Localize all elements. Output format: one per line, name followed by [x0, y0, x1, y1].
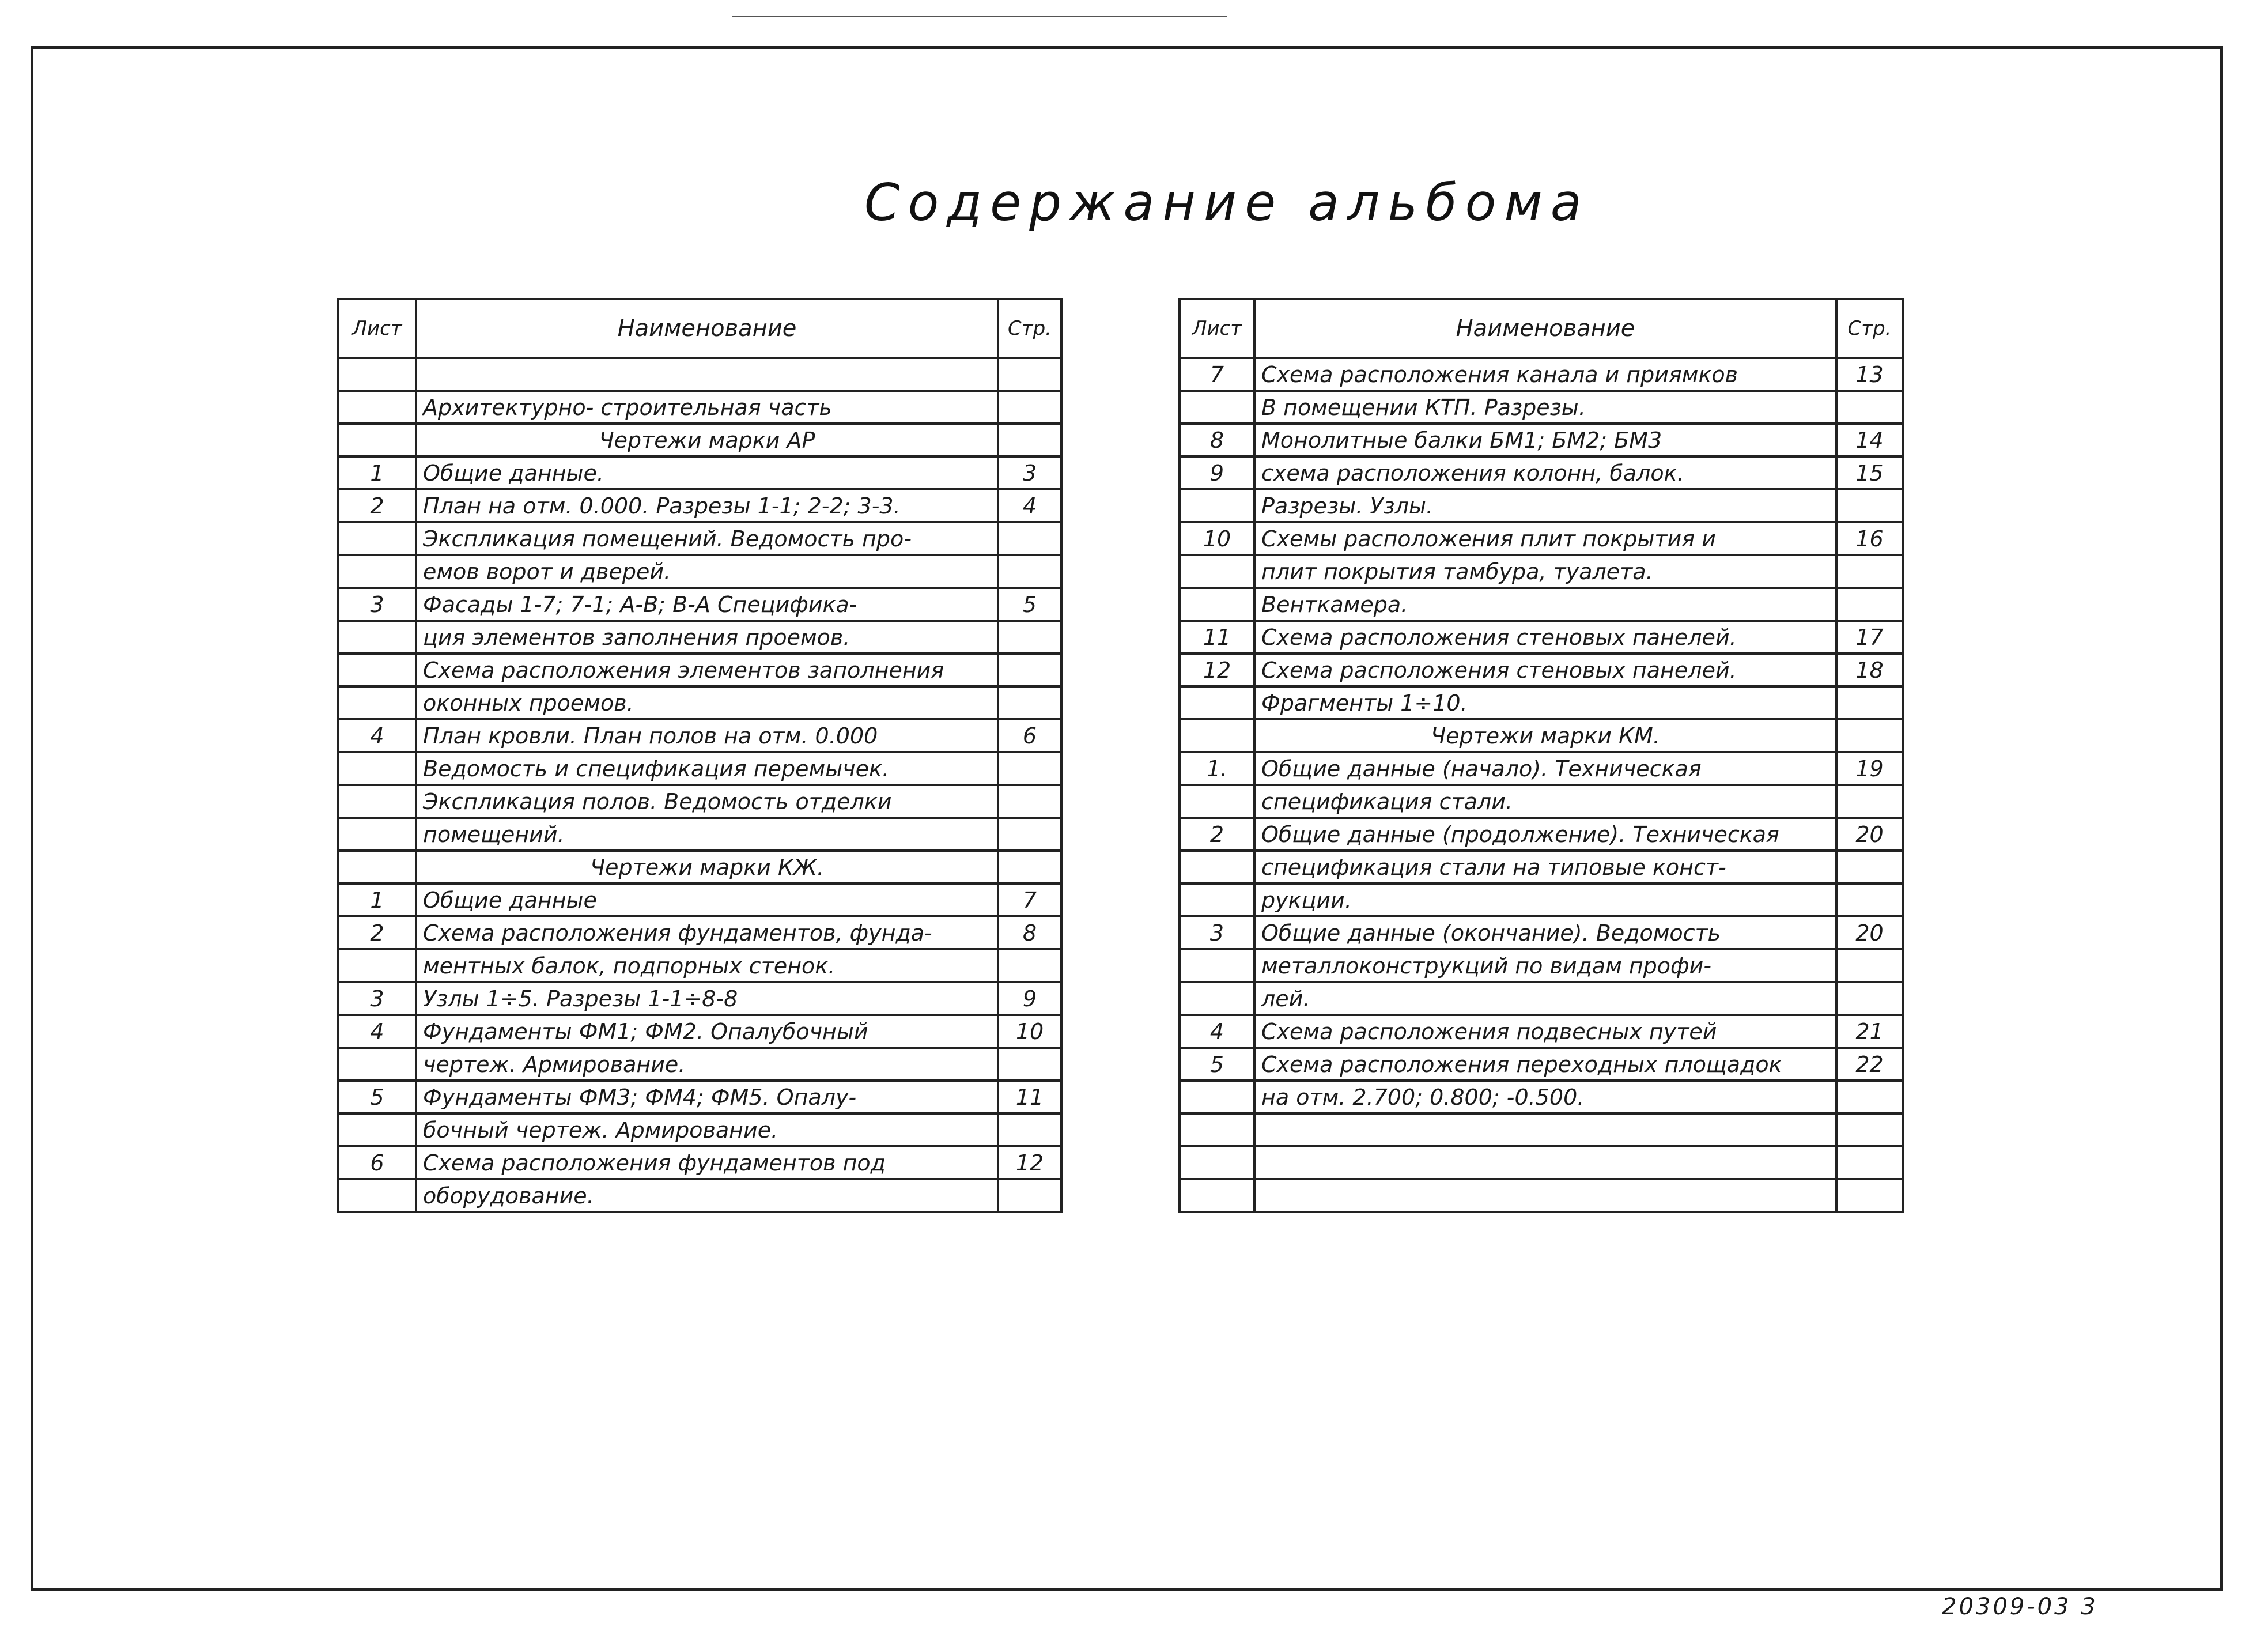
cell-sheet-number: 8: [1180, 424, 1254, 456]
table-row: [338, 686, 1061, 719]
cell-name: Ведомость и спецификация перемычек.: [416, 752, 998, 785]
cell-name: спецификация стали.: [1254, 785, 1836, 818]
cell-sheet-number: [1180, 555, 1254, 588]
cell-page-number: 22: [1836, 1048, 1903, 1081]
cell-name: Экспликация полов. Ведомость отделки: [416, 785, 998, 818]
cell-page-number: [1836, 1179, 1903, 1212]
cell-name: [1254, 1179, 1836, 1212]
table-row: [1180, 391, 1903, 424]
cell-name: План на отм. 0.000. Разрезы 1-1; 2-2; 3-3.: [416, 489, 998, 522]
cell-page-number: 7: [998, 883, 1061, 916]
cell-name: [1254, 1113, 1836, 1146]
table-row: [1180, 949, 1903, 982]
table-row: [1180, 555, 1903, 588]
cell-page-number: [1836, 1146, 1903, 1179]
cell-page-number: 19: [1836, 752, 1903, 785]
table-row: [338, 588, 1061, 621]
cell-name: рукции.: [1254, 883, 1836, 916]
cell-sheet-number: 7: [1180, 358, 1254, 391]
cell-page-number: [998, 752, 1061, 785]
cell-page-number: [1836, 1081, 1903, 1113]
cell-sheet-number: 1: [338, 883, 416, 916]
cell-page-number: [998, 1048, 1061, 1081]
table-header-row: [1180, 299, 1903, 358]
cell-name: Схемы расположения плит покрытия и: [1254, 522, 1836, 555]
cell-name: Чертежи марки КМ.: [1254, 719, 1836, 752]
cell-name: на отм. 2.700; 0.800; -0.500.: [1254, 1081, 1836, 1113]
cell-name: чертеж. Армирование.: [416, 1048, 998, 1081]
cell-page-number: [1836, 949, 1903, 982]
cell-sheet-number: [338, 621, 416, 654]
cell-sheet-number: 2: [338, 916, 416, 949]
table-row: [1180, 654, 1903, 686]
cell-sheet-number: [1180, 588, 1254, 621]
table-row: [1180, 456, 1903, 489]
cell-name: Общие данные (начало). Техническая: [1254, 752, 1836, 785]
cell-page-number: [998, 654, 1061, 686]
cell-sheet-number: [338, 654, 416, 686]
cell-name: Венткамера.: [1254, 588, 1836, 621]
cell-sheet-number: [338, 1113, 416, 1146]
header-page: Стр.: [998, 299, 1061, 358]
contents-table-left: [337, 298, 1063, 1213]
document-number-stamp: 20309-03 3: [1942, 1594, 2098, 1620]
cell-name: Схема расположения стеновых панелей.: [1254, 654, 1836, 686]
cell-page-number: [998, 621, 1061, 654]
cell-name: Чертежи марки АР: [416, 424, 998, 456]
cell-sheet-number: [1180, 982, 1254, 1015]
table-row: [338, 818, 1061, 851]
table-row: [338, 1179, 1061, 1212]
cell-page-number: [1836, 489, 1903, 522]
cell-page-number: [998, 686, 1061, 719]
cell-name: ция элементов заполнения проемов.: [416, 621, 998, 654]
cell-page-number: [1836, 883, 1903, 916]
cell-sheet-number: 4: [1180, 1015, 1254, 1048]
cell-sheet-number: [1180, 489, 1254, 522]
table-row: [338, 391, 1061, 424]
cell-page-number: [1836, 555, 1903, 588]
cell-page-number: 15: [1836, 456, 1903, 489]
table-row: [1180, 752, 1903, 785]
cell-page-number: 16: [1836, 522, 1903, 555]
cell-sheet-number: 4: [338, 719, 416, 752]
cell-sheet-number: [1180, 851, 1254, 883]
table-row: [338, 489, 1061, 522]
cell-page-number: [1836, 686, 1903, 719]
cell-page-number: [1836, 719, 1903, 752]
table-row: [1180, 424, 1903, 456]
cell-page-number: [998, 1179, 1061, 1212]
table-row: [338, 982, 1061, 1015]
cell-page-number: 18: [1836, 654, 1903, 686]
cell-page-number: 14: [1836, 424, 1903, 456]
table-row: [338, 654, 1061, 686]
cell-sheet-number: [338, 949, 416, 982]
cell-sheet-number: [338, 424, 416, 456]
cell-name: Общие данные.: [416, 456, 998, 489]
table-row: [1180, 818, 1903, 851]
table-row: [1180, 1081, 1903, 1113]
table-row: [338, 1146, 1061, 1179]
cell-name: Узлы 1÷5. Разрезы 1-1÷8-8: [416, 982, 998, 1015]
cell-name: Экспликация помещений. Ведомость про-: [416, 522, 998, 555]
cell-sheet-number: [338, 818, 416, 851]
cell-sheet-number: [338, 522, 416, 555]
cell-page-number: [998, 851, 1061, 883]
table-row: [1180, 621, 1903, 654]
table-row: [1180, 358, 1903, 391]
table-row: [1180, 1113, 1903, 1146]
cell-page-number: 13: [1836, 358, 1903, 391]
cell-name: плит покрытия тамбура, туалета.: [1254, 555, 1836, 588]
cell-page-number: [998, 818, 1061, 851]
table-row: [1180, 851, 1903, 883]
cell-page-number: 9: [998, 982, 1061, 1015]
cell-name: схема расположения колонн, балок.: [1254, 456, 1836, 489]
cell-page-number: [1836, 1113, 1903, 1146]
table-row: [338, 916, 1061, 949]
cell-page-number: 21: [1836, 1015, 1903, 1048]
table-row: [338, 555, 1061, 588]
cell-name: металлоконструкций по видам профи-: [1254, 949, 1836, 982]
cell-sheet-number: [338, 391, 416, 424]
table-row: [338, 456, 1061, 489]
cell-sheet-number: 1.: [1180, 752, 1254, 785]
cell-name: лей.: [1254, 982, 1836, 1015]
cell-sheet-number: [1180, 1113, 1254, 1146]
table-row: [338, 1081, 1061, 1113]
cell-page-number: [1836, 982, 1903, 1015]
cell-sheet-number: 2: [338, 489, 416, 522]
cell-page-number: [1836, 851, 1903, 883]
cell-name: спецификация стали на типовые конст-: [1254, 851, 1836, 883]
cell-name: [1254, 1146, 1836, 1179]
cell-name: Схема расположения элементов заполнения: [416, 654, 998, 686]
cell-name: Архитектурно- строительная часть: [416, 391, 998, 424]
table-row: [1180, 982, 1903, 1015]
table-row: [1180, 489, 1903, 522]
cell-sheet-number: 10: [1180, 522, 1254, 555]
cell-sheet-number: [1180, 686, 1254, 719]
cell-page-number: [998, 522, 1061, 555]
cell-page-number: 4: [998, 489, 1061, 522]
table-row: [338, 621, 1061, 654]
cell-sheet-number: [338, 555, 416, 588]
table-row: [1180, 522, 1903, 555]
cell-page-number: [998, 391, 1061, 424]
cell-name: Схема расположения переходных площадок: [1254, 1048, 1836, 1081]
table-row: [338, 752, 1061, 785]
cell-name: Монолитные балки БМ1; БМ2; БМ3: [1254, 424, 1836, 456]
cell-page-number: [998, 555, 1061, 588]
cell-sheet-number: 9: [1180, 456, 1254, 489]
cell-page-number: [1836, 785, 1903, 818]
cell-name: ментных балок, подпорных стенок.: [416, 949, 998, 982]
cell-sheet-number: [1180, 785, 1254, 818]
cell-sheet-number: 3: [338, 982, 416, 1015]
table-row: [338, 851, 1061, 883]
cell-name: Фундаменты ФМ3; ФМ4; ФМ5. Опалу-: [416, 1081, 998, 1113]
header-name: Наименование: [1254, 299, 1836, 358]
cell-sheet-number: [338, 1179, 416, 1212]
cell-page-number: 11: [998, 1081, 1061, 1113]
cell-sheet-number: 2: [1180, 818, 1254, 851]
cell-name: Общие данные (окончание). Ведомость: [1254, 916, 1836, 949]
cell-name: оборудование.: [416, 1179, 998, 1212]
cell-page-number: 20: [1836, 916, 1903, 949]
cell-page-number: [998, 1113, 1061, 1146]
cell-sheet-number: [1180, 391, 1254, 424]
table-row: [338, 1113, 1061, 1146]
cell-page-number: [1836, 391, 1903, 424]
cell-sheet-number: 6: [338, 1146, 416, 1179]
table-row: [338, 949, 1061, 982]
cell-page-number: 8: [998, 916, 1061, 949]
table-row: [338, 785, 1061, 818]
cell-page-number: [998, 785, 1061, 818]
cell-name: Фрагменты 1÷10.: [1254, 686, 1836, 719]
table-row: [338, 522, 1061, 555]
cell-name: План кровли. План полов на отм. 0.000: [416, 719, 998, 752]
table-row: [338, 358, 1061, 391]
cell-sheet-number: [1180, 1146, 1254, 1179]
cell-sheet-number: 3: [1180, 916, 1254, 949]
cell-name: Разрезы. Узлы.: [1254, 489, 1836, 522]
table-row: [338, 1048, 1061, 1081]
cell-name: Схема расположения канала и приямков: [1254, 358, 1836, 391]
album-title: Содержание альбома: [864, 173, 1590, 232]
header-sheet: Лист: [1180, 299, 1254, 358]
table-row: [1180, 686, 1903, 719]
table-row: [338, 883, 1061, 916]
cell-page-number: [998, 424, 1061, 456]
cell-page-number: 3: [998, 456, 1061, 489]
cell-name: помещений.: [416, 818, 998, 851]
cell-name: Схема расположения стеновых панелей.: [1254, 621, 1836, 654]
cell-page-number: [998, 949, 1061, 982]
cell-name: Схема расположения подвесных путей: [1254, 1015, 1836, 1048]
cell-name: Фундаменты ФМ1; ФМ2. Опалубочный: [416, 1015, 998, 1048]
cell-name: бочный чертеж. Армирование.: [416, 1113, 998, 1146]
cell-sheet-number: 5: [338, 1081, 416, 1113]
table-header-row: [338, 299, 1061, 358]
cell-sheet-number: 3: [338, 588, 416, 621]
table-row: [1180, 785, 1903, 818]
cell-sheet-number: 5: [1180, 1048, 1254, 1081]
cell-sheet-number: [1180, 1081, 1254, 1113]
cell-page-number: 10: [998, 1015, 1061, 1048]
cell-sheet-number: [338, 686, 416, 719]
table-row: [338, 719, 1061, 752]
cell-page-number: 20: [1836, 818, 1903, 851]
cell-name: Общие данные: [416, 883, 998, 916]
table-row: [1180, 588, 1903, 621]
cell-name: емов ворот и дверей.: [416, 555, 998, 588]
cell-name: Фасады 1-7; 7-1; А-В; В-А Спецификa-: [416, 588, 998, 621]
table-row: [338, 1015, 1061, 1048]
cell-sheet-number: [338, 752, 416, 785]
cell-name: оконных проемов.: [416, 686, 998, 719]
table-row: [338, 424, 1061, 456]
cell-sheet-number: 12: [1180, 654, 1254, 686]
cell-name: Общие данные (продолжение). Техническая: [1254, 818, 1836, 851]
cell-page-number: 17: [1836, 621, 1903, 654]
cell-page-number: [998, 358, 1061, 391]
cell-page-number: [1836, 588, 1903, 621]
cell-name: В помещении КТП. Разрезы.: [1254, 391, 1836, 424]
header-page: Стр.: [1836, 299, 1903, 358]
cell-sheet-number: [1180, 719, 1254, 752]
table-row: [1180, 883, 1903, 916]
cell-sheet-number: 11: [1180, 621, 1254, 654]
cell-page-number: 12: [998, 1146, 1061, 1179]
table-row: [1180, 1146, 1903, 1179]
cell-sheet-number: [1180, 883, 1254, 916]
cell-page-number: 5: [998, 588, 1061, 621]
cell-sheet-number: 1: [338, 456, 416, 489]
cell-sheet-number: [338, 358, 416, 391]
table-row: [1180, 1015, 1903, 1048]
cell-sheet-number: [338, 851, 416, 883]
cell-sheet-number: [1180, 1179, 1254, 1212]
table-row: [1180, 916, 1903, 949]
cell-sheet-number: 4: [338, 1015, 416, 1048]
scan-artifact-line: [789, 16, 1227, 17]
table-row: [1180, 1179, 1903, 1212]
cell-name: Схема расположения фундаментов, фунда-: [416, 916, 998, 949]
cell-name: Схема расположения фундаментов под: [416, 1146, 998, 1179]
cell-name: [416, 358, 998, 391]
cell-sheet-number: [1180, 949, 1254, 982]
cell-sheet-number: [338, 785, 416, 818]
cell-name: Чертежи марки КЖ.: [416, 851, 998, 883]
header-sheet: Лист: [338, 299, 416, 358]
cell-page-number: 6: [998, 719, 1061, 752]
table-row: [1180, 1048, 1903, 1081]
cell-sheet-number: [338, 1048, 416, 1081]
table-row: [1180, 719, 1903, 752]
contents-table-right: [1178, 298, 1904, 1213]
header-name: Наименование: [416, 299, 998, 358]
